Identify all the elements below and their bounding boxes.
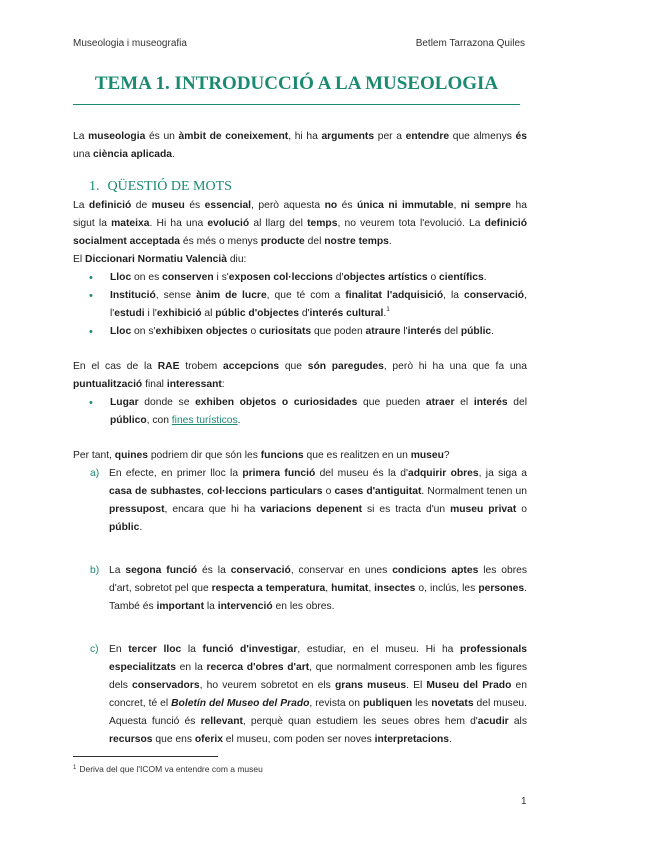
list-item: a) En efecte, en primer lloc la primera funció del museu és la d'adquirir obres, ja siga a casa de subhastes, col·leccions particulars o cases d'antiguitat. Normalment tenen un pressupost, encara que hi ha variacions depenent si es tracta d'un museu privat o públic. [73, 465, 527, 537]
fines-turisticos-link[interactable]: fines turísticos [171, 415, 238, 426]
list-item: • Lugar donde se exhiben objetos o curiosidades que pueden atraer el interés del público, con fines turísticos. [73, 394, 527, 430]
list-marker: b) [90, 565, 100, 576]
page-number: 1 [521, 796, 527, 807]
functions-list [73, 465, 527, 749]
list-item: c) En tercer lloc la funció d'investigar, estudiar, en el museu. Hi ha professionals especialitzats en la recerca d'obres d'art, que normalment corresponen amb les figures dels conservadors, ho veurem sobretot en els grans museus. El Museu del Prado en concret, té el Boletín del Museo del Prado, revista on publiquen les novetats del museu. Aquesta funció és rellevant, perquè quan estudiem les seues obres hem d'acudir als recursos que ens oferix el museu, com poden ser noves interpretacions. [73, 641, 527, 749]
list-item: • Lloc on s'exhibixen objectes o curiositats que poden atraure l'interés del públic. [73, 323, 527, 341]
footnote-reference[interactable]: 1 [386, 306, 390, 313]
footnote [73, 764, 263, 774]
list-item: • Institució, sense ànim de lucre, que té com a finalitat l'adquisició, la conservació, l'estudi i l'exhibició al públic d'objectes d'interés cultural.$^1$ [73, 287, 527, 323]
list-marker: c) [90, 644, 99, 655]
footnote-rule [73, 756, 218, 757]
definition-paragraph: La definició de museu és essencial, però aquesta no és única ni immutable, ni sempre ha sigut la mateixa. Hi ha una evolució al llarg del temps, no veurem tota l'evolució. La definició socialment acceptada és més o menys producte del nostre temps. [73, 200, 527, 247]
document-body [73, 128, 527, 749]
intro-paragraph: La museologia és un àmbit de coneixement, hi ha arguments per a entendre que almenys és una ciència aplicada. [73, 131, 527, 160]
section-heading [89, 177, 527, 197]
header-left: Museologia i museografia [73, 38, 187, 49]
footnote-text: Deriva del que l'ICOM va entendre com a museu [79, 764, 263, 774]
rae-paragraph: En el cas de la RAE trobem accepcions que són paregudes, però hi ha una que fa una puntualització final interessant: [73, 361, 527, 390]
header-right: Betlem Tarrazona Quiles [415, 38, 525, 49]
section-title: QÜESTIÓ DE MOTS [107, 179, 232, 194]
list-item: b) La segona funció és la conservació, conservar en unes condicions aptes les obres d'art, sobretot pel que respecta a temperatura, humitat, insectes o, inclús, les persones. També és important la intervenció en les obres. [73, 562, 527, 616]
page-title: TEMA 1. INTRODUCCIÓ A LA MUSEOLOGIA [94, 73, 499, 94]
list-item: • Lloc on es conserven i s'exposen col·leccions d'objectes artístics o científics. [73, 269, 527, 287]
footnote-marker: 1 [73, 765, 77, 771]
dictionary-intro: El Diccionari Normatiu Valencià diu: [73, 254, 247, 265]
functions-question: Per tant, quines podriem dir que són les funcions que es realitzen en un museu? [73, 450, 450, 461]
section-number: 1. [89, 179, 100, 194]
list-marker: a) [90, 468, 100, 479]
title-rule [73, 104, 520, 105]
rae-definitions-list [73, 394, 527, 430]
dnv-definitions-list [73, 269, 527, 341]
